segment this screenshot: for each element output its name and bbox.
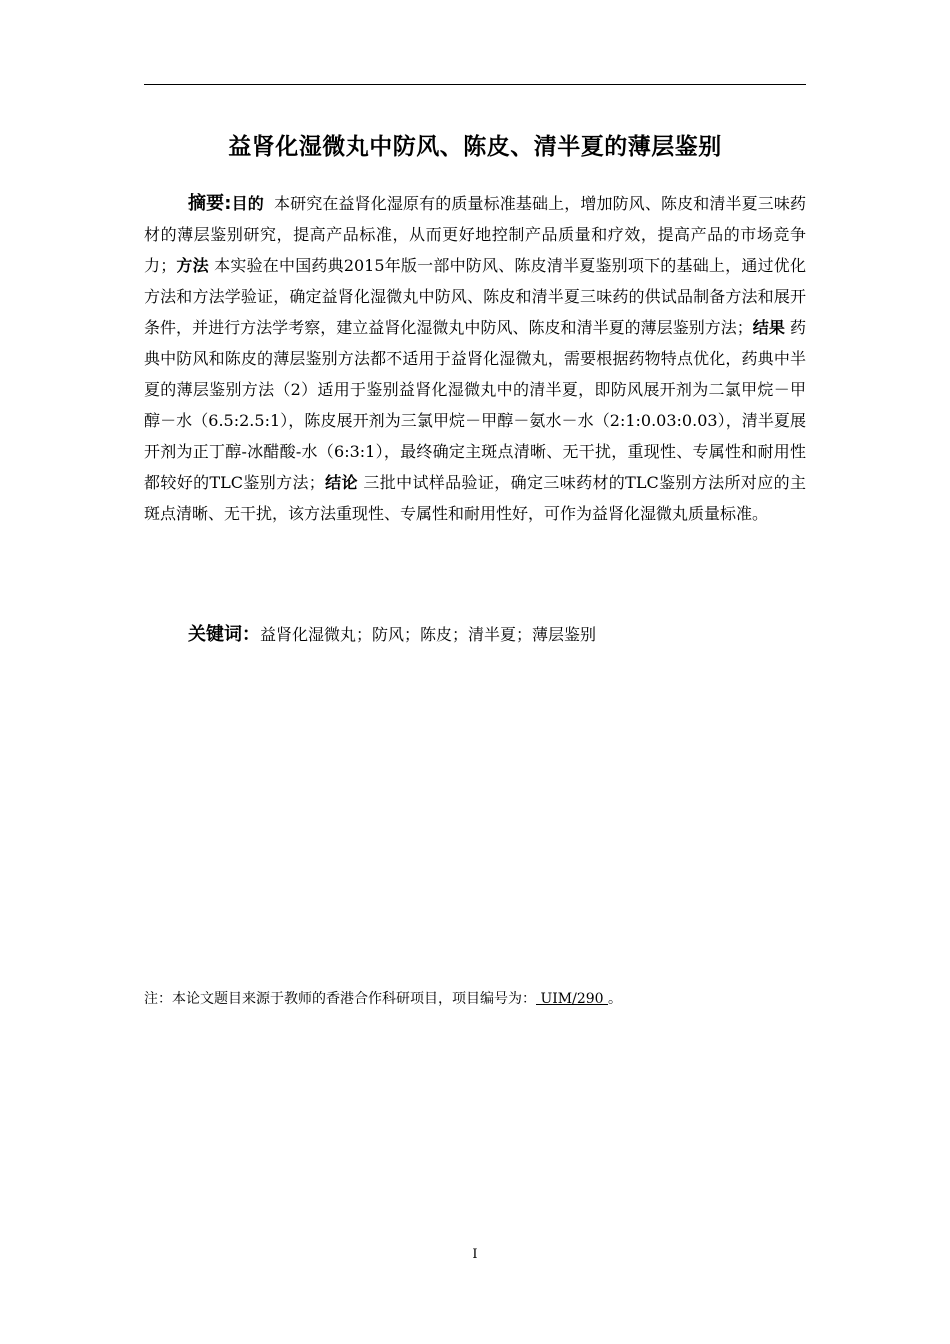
objective-label: 目的 <box>231 194 264 213</box>
keywords-label: 关键词： <box>188 624 260 645</box>
keywords-text: 益肾化湿微丸；防风；陈皮；清半夏；薄层鉴别 <box>260 625 597 644</box>
keywords-line <box>188 620 806 650</box>
conclusion-text: 三批中试样品验证，确定三味药材的TLC鉴别方法所对应的主斑点清晰、无干扰，该方法重现性、专属性和耐用性好，可作为益肾化湿微丸质量标准。 <box>144 473 806 523</box>
project-number: UIM/290 <box>536 991 609 1007</box>
header-rule <box>144 84 806 85</box>
results-text: 药典中防风和陈皮的薄层鉴别方法都不适用于益肾化湿微丸，需要根据药物特点优化，药典中半夏的薄层鉴别方法（2）适用于鉴别益肾化湿微丸中的清半夏，即防风展开剂为二氯甲烷－甲醇－水（6.5:2.5:1），陈皮展开剂为三氯甲烷－甲醇－氨水－水（2:1:0.03:0.03），清半夏展开剂为正丁醇-冰醋酸-水（6:3:1），最终确定主斑点清晰、无干扰，重现性、专属性和耐用性都较好的TLC鉴别方法； <box>144 318 806 492</box>
footnote-text: 注：本论文题目来源于教师的香港合作科研项目，项目编号为： <box>144 991 536 1007</box>
page-number: I <box>472 1247 478 1262</box>
abstract-paragraph <box>144 188 806 529</box>
abstract-label: 摘要: <box>188 193 232 214</box>
methods-label: 方法 <box>176 256 209 275</box>
footnote-suffix: 。 <box>608 991 623 1007</box>
paper-title: 益肾化湿微丸中防风、陈皮、清半夏的薄层鉴别 <box>228 134 722 160</box>
conclusion-label: 结论 <box>324 473 358 492</box>
methods-text: 本实验在中国药典2015年版一部中防风、陈皮清半夏鉴别项下的基础上，通过优化方法和方法学验证，确定益肾化湿微丸中防风、陈皮和清半夏三味药的供试品制备方法和展开条件，并进行方法学考察，建立益肾化湿微丸中防风、陈皮和清半夏的薄层鉴别方法； <box>144 256 806 337</box>
objective-text: 本研究在益肾化湿原有的质量标准基础上，增加防风、陈皮和清半夏三味药材的薄层鉴别研究，提高产品标准，从而更好地控制产品质量和疗效，提高产品的市场竞争力； <box>144 194 806 275</box>
footnote <box>144 988 806 1010</box>
results-label: 结果 <box>752 318 785 337</box>
